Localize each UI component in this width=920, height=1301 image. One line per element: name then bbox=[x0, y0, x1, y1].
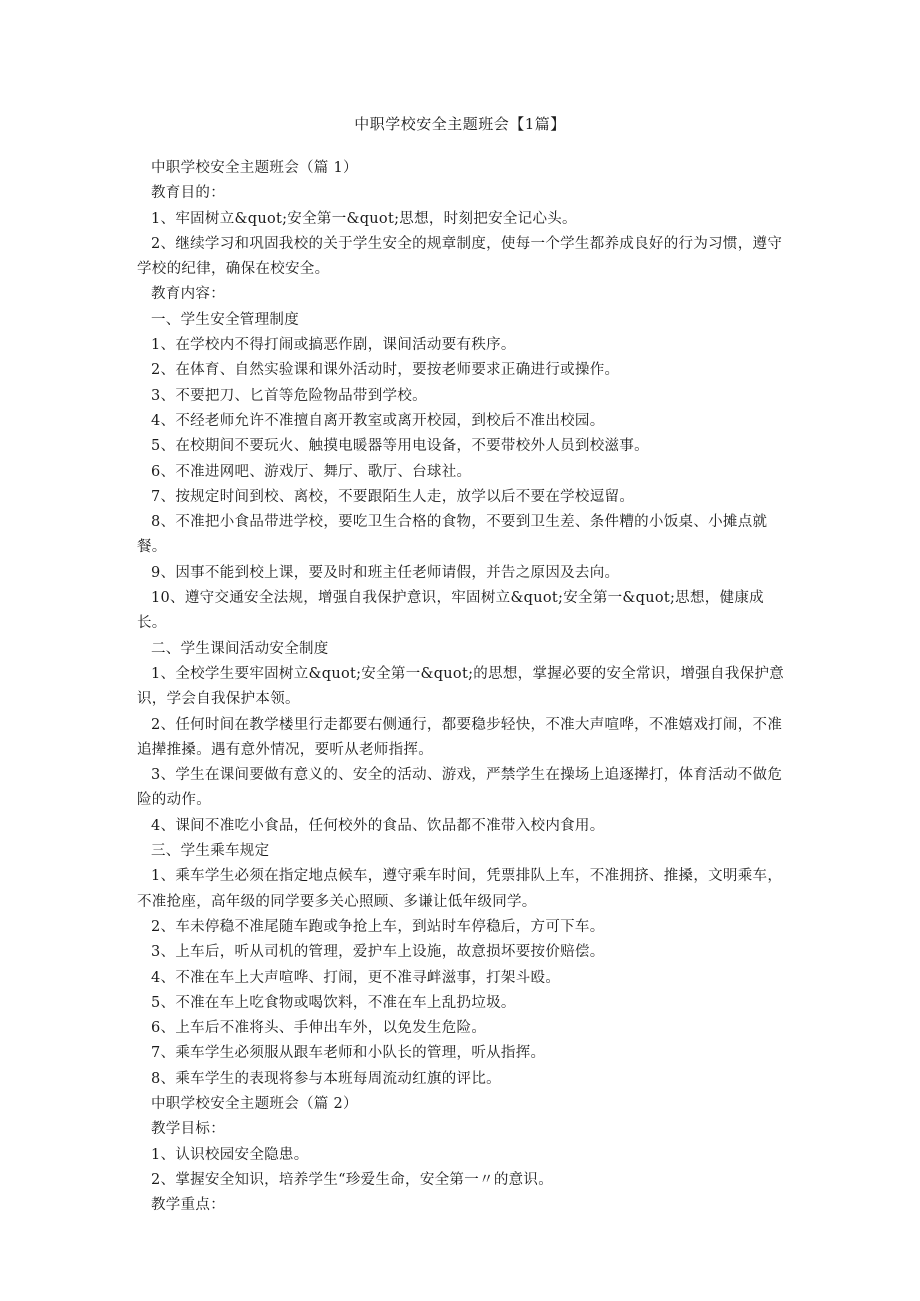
list-item: 4、不经老师允许不准擅自离开教室或离开校园，到校后不准出校园。 bbox=[151, 412, 605, 429]
document-title: 中职学校安全主题班会【1篇】 bbox=[354, 115, 566, 133]
paragraph: 教育内容： bbox=[151, 286, 225, 303]
list-item: 1、乘车学生必须在指定地点候车，遵守乘车时间，凭票排队上车，不准拥挤、推搡，文明乘车，不准抢座，高年级的同学要多关心照顾、多谦让低年级同学。 bbox=[137, 868, 783, 910]
list-item: 3、学生在课间要做有意义的、安全的活动、游戏，严禁学生在操场上追逐撵打，体育活动不做危险的动作。 bbox=[137, 767, 783, 809]
list-item: 7、乘车学生必须服从跟车老师和小队长的管理，听从指挥。 bbox=[151, 1045, 546, 1062]
list-item: 10、遵守交通安全法规，增强自我保护意识，牢固树立&quot;安全第一&quot;思想，健康成长。 bbox=[137, 590, 764, 632]
list-item: 8、乘车学生的表现将参与本班每周流动红旗的评比。 bbox=[151, 1070, 501, 1087]
list-item: 2、任何时间在教学楼里行走都要右侧通行，都要稳步轻快，不准大声喧哗，不准嬉戏打闹，不准追撵推搡。遇有意外情况，要听从老师指挥。 bbox=[137, 716, 783, 758]
subheading: 一、学生安全管理制度 bbox=[151, 311, 299, 328]
list-item: 2、掌握安全知识，培养学生“珍爱生命，安全第一〃的意识。 bbox=[151, 1171, 554, 1188]
list-item: 1、认识校园安全隐患。 bbox=[151, 1146, 309, 1163]
subheading: 三、学生乘车规定 bbox=[151, 843, 270, 860]
document-body bbox=[137, 156, 785, 1218]
heading-section-1: 中职学校安全主题班会（篇 1） bbox=[151, 160, 358, 176]
list-item: 1、全校学生要牢固树立&quot;安全第一&quot;的思想，掌握必要的安全常识，增强自我保护意识，学会自我保护本领。 bbox=[137, 665, 785, 708]
list-item: 5、在校期间不要玩火、触摸电暖器等用电设备，不要带校外人员到校滋事。 bbox=[151, 438, 649, 455]
list-item: 2、车未停稳不准尾随车跑或争抢上车，到站时车停稳后，方可下车。 bbox=[151, 918, 605, 935]
list-item: 8、不准把小食品带进学校，要吃卫生合格的食物，不要到卫生差、条件糟的小饭桌、小摊点就餐。 bbox=[137, 514, 768, 556]
paragraph: 教育目的： bbox=[151, 185, 225, 202]
paragraph: 教学重点： bbox=[151, 1197, 225, 1214]
paragraph: 2、继续学习和巩固我校的关于学生安全的规章制度，使每一个学生都养成良好的行为习惯，遵守学校的纪律，确保在校安全。 bbox=[137, 235, 783, 278]
list-item: 9、因事不能到校上课，要及时和班主任老师请假，并告之原因及去向。 bbox=[151, 564, 620, 581]
list-item: 4、不准在车上大声喧哗、打闹，更不准寻衅滋事，打架斗殴。 bbox=[151, 969, 561, 986]
list-item: 1、在学校内不得打闹或搞恶作剧，课间活动要有秩序。 bbox=[151, 337, 516, 354]
subheading: 二、学生课间活动安全制度 bbox=[151, 640, 329, 657]
list-item: 7、按规定时间到校、离校，不要跟陌生人走，放学以后不要在学校逗留。 bbox=[151, 488, 635, 505]
list-item: 2、在体育、自然实验课和课外活动时，要按老师要求正确进行或操作。 bbox=[151, 362, 620, 379]
list-item: 3、上车后，听从司机的管理，爱护车上设施，故意损坏要按价赔偿。 bbox=[151, 944, 605, 961]
list-item: 6、上车后不准将头、手伸出车外，以免发生危险。 bbox=[151, 1020, 487, 1037]
paragraph: 教学目标： bbox=[151, 1121, 225, 1138]
heading-section-2: 中职学校安全主题班会（篇 2） bbox=[151, 1095, 358, 1112]
list-item: 4、课间不准吃小食品，任何校外的食品、饮品都不准带入校内食用。 bbox=[151, 817, 605, 834]
list-item: 5、不准在车上吃食物或喝饮料，不准在车上乱扔垃圾。 bbox=[151, 994, 516, 1011]
list-item: 6、不准进网吧、游戏厅、舞厅、歌厅、台球社。 bbox=[151, 463, 472, 480]
list-item: 3、不要把刀、匕首等危险物品带到学校。 bbox=[151, 387, 427, 404]
paragraph: 1、牢固树立&quot;安全第一&quot;思想，时刻把安全记心头。 bbox=[151, 210, 577, 227]
